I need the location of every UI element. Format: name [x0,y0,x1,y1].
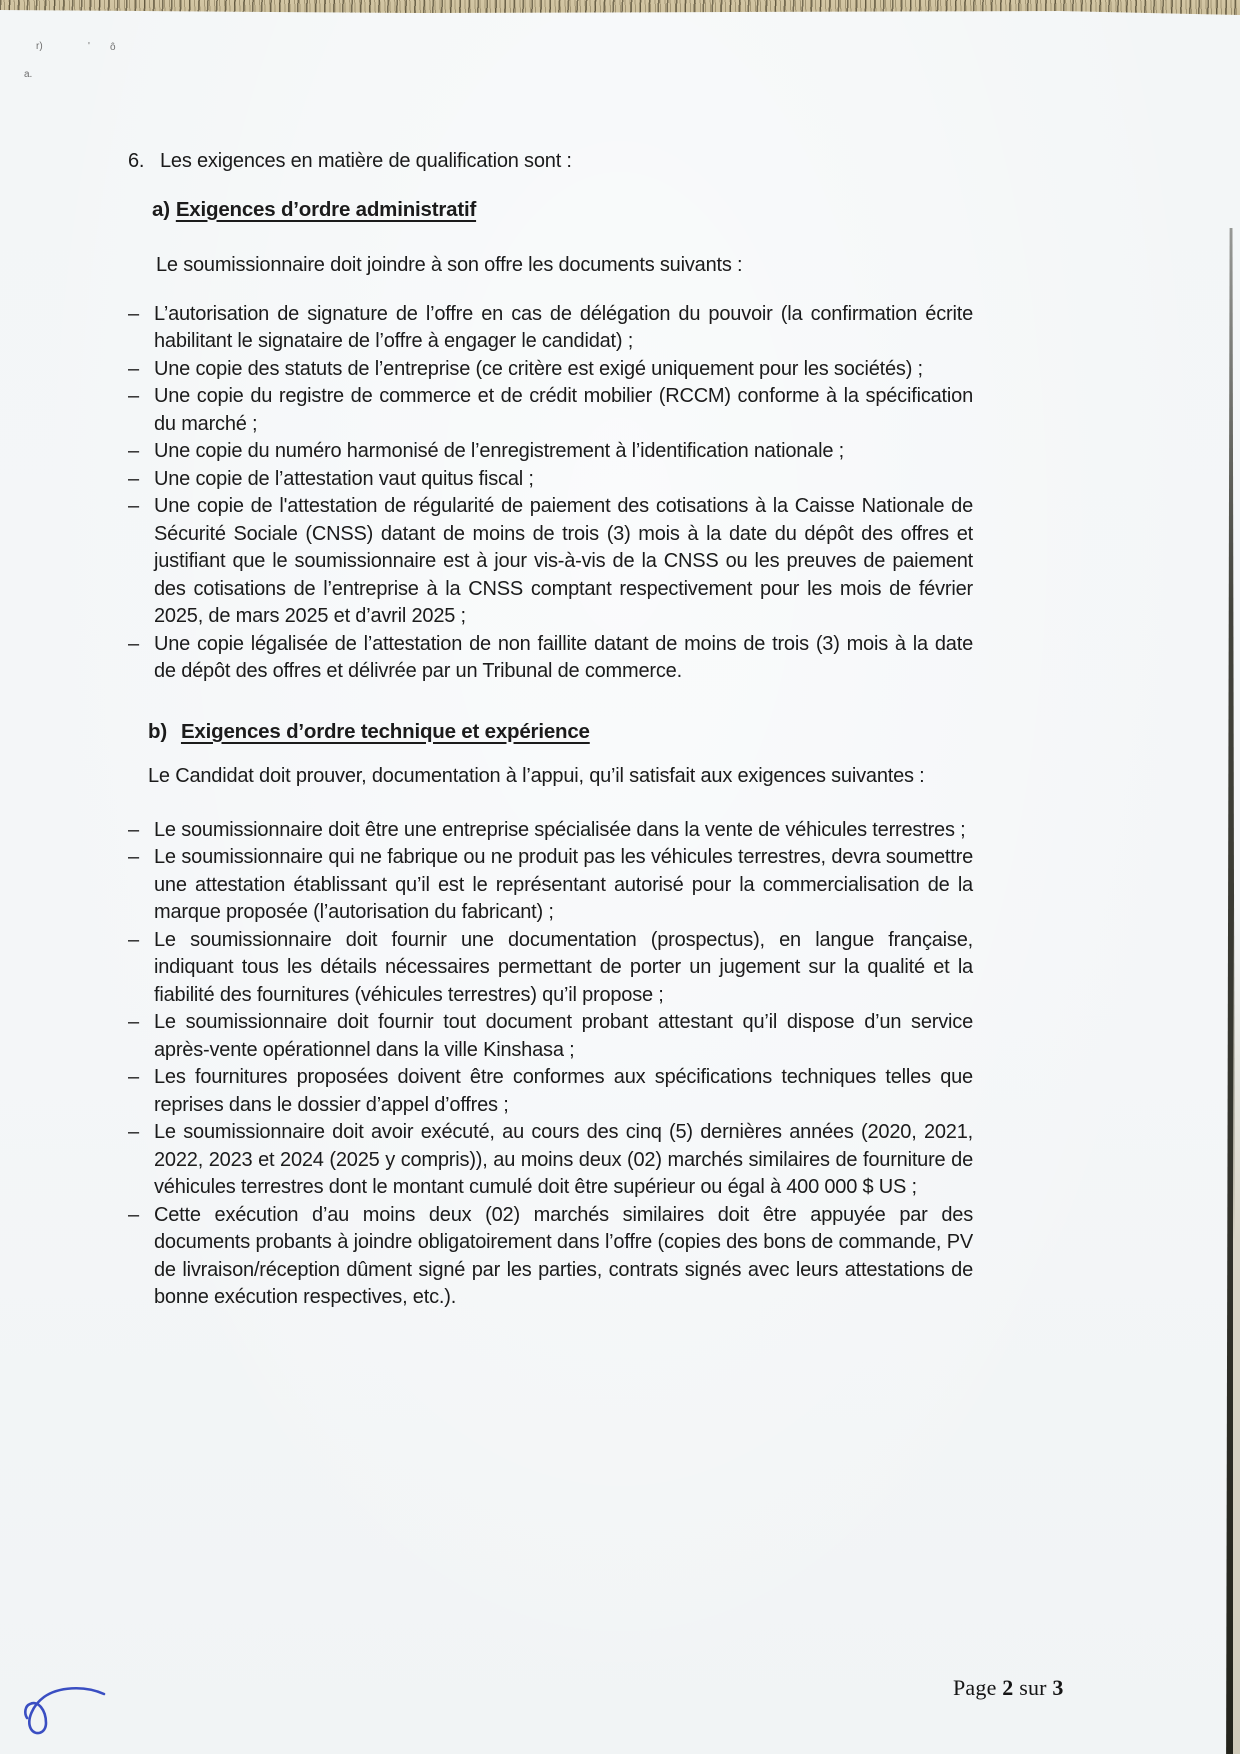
list-item-text: Cette exécution d’au moins deux (02) marchés similaires doit être appuyée par des documents probants à joindre obligatoirement dans l’offre (copies des bons de commande, PV de livraison/réception dûment signé par les parties, contrats signés avec leurs attestations de bonne exécution respectives, etc.). [154,1203,973,1308]
list-item-text: Le soumissionnaire doit être une entreprise spécialisée dans la vente de véhicules terrestres ; [154,818,966,841]
list-item [128,844,973,927]
scan-edge-strip [0,0,1240,26]
clause-6-intro [128,148,973,176]
pen-signature-mark [8,1680,118,1742]
section-b-title: Exigences d’ordre technique et expérience [180,719,590,743]
clause-6-text: Les exigences en matière de qualification sont : [160,150,572,172]
bullet-dash: – [128,385,139,407]
bullet-dash: – [128,1121,139,1143]
section-b-label: b) [148,719,167,743]
list-item [128,1009,973,1064]
page-footer [953,1675,1064,1701]
bullet-dash: – [128,632,139,655]
list-item-text: Une copie de l'attestation de régularité de paiement des cotisations à la Caisse Nationale de Sécurité Sociale (CNSS) datant de moins de trois (3) mois à la date du dépôt des offres et justifiant que le soumissionnaire est à jour vis-à-vis de la CNSS ou les preuves de paiement des cotisations de l’entreprise à la CNSS comptant respectivement pour les mois de février 2025, de mars 2025 et d’avril 2025 ; [154,495,973,627]
bullet-dash: – [128,846,139,868]
scan-speck: ' [88,41,90,52]
bullet-dash: – [128,1066,139,1088]
document-body [128,148,973,1312]
bullet-dash: – [128,495,139,517]
scan-speck: a. [24,69,33,80]
footer-current-page: 2 [1002,1675,1014,1700]
footer-separator: sur [1019,1675,1047,1700]
paper-edge-highlight [1233,900,1240,1754]
list-item [128,817,973,845]
list-item [128,356,973,384]
list-item [128,438,973,466]
list-item-text: Le soumissionnaire doit fournir tout document probant attestant qu’il dispose d’un service après-vente opérationnel dans la ville Kinshasa ; [154,1011,973,1061]
footer-total-pages: 3 [1052,1675,1064,1700]
bullet-dash: – [128,1011,139,1033]
section-b-list [128,817,973,1312]
list-item-text: Les fournitures proposées doivent être conformes aux spécifications techniques telles que reprises dans le dossier d’appel d’offres ; [154,1066,973,1116]
list-item-text: Une copie du registre de commerce et de crédit mobilier (RCCM) conforme à la spécification du marché ; [154,385,973,435]
scan-speck: ô [110,42,116,53]
list-item [128,1119,973,1202]
list-item-text: Le soumissionnaire doit fournir une documentation (prospectus), en langue française, indiquant tous les détails nécessaires permettant de porter un jugement sur la qualité et la fiabilité des fournitures (véhicules terrestres) qu’il propose ; [154,928,973,1006]
bullet-dash: – [128,357,139,380]
section-b-lead: Le Candidat doit prouver, documentation à l’appui, qu’il satisfait aux exigences suivantes : [148,765,925,787]
clause-number: 6. [128,150,145,172]
list-item-text: L’autorisation de signature de l’offre en cas de délégation du pouvoir (la confirmation écrite habilitant le signataire de l’offre à engager le candidat) ; [154,302,973,352]
list-item [128,466,973,494]
list-item [128,631,973,686]
list-item [128,493,973,631]
list-item [128,927,973,1010]
bullet-dash: – [128,467,139,490]
section-a-list [128,301,973,686]
list-item [128,1064,973,1119]
bullet-dash: – [128,440,139,462]
list-item-text: Le soumissionnaire qui ne fabrique ou ne produit pas les véhicules terrestres, devra soumettre une attestation établissant qu’il est le représentant autorisé pour la commercialisation de la marque proposée (l’autorisation du fabricant) ; [154,846,973,923]
list-item-text: Une copie de l’attestation vaut quitus fiscal ; [154,467,534,490]
bullet-dash: – [128,818,139,841]
section-a-label: a) [152,197,170,221]
list-item-text: Le soumissionnaire doit avoir exécuté, au cours des cinq (5) dernières années (2020, 2021, 2022, 2023 et 2024 (2025 y compris)), au moins deux (02) marchés similaires de fourniture de véhicules terrestres dont le montant cumulé doit être supérieur ou égal à 400 000 $ US ; [154,1121,973,1198]
section-a-title: Exigences d’ordre administratif [175,197,477,221]
list-item [128,1202,973,1312]
scan-speck: r) [36,41,43,52]
section-a-heading [128,196,973,224]
bullet-dash: – [128,302,139,325]
section-b-heading [128,718,973,746]
bullet-dash: – [128,1203,139,1226]
list-item [128,301,973,356]
section-a-lead: Le soumissionnaire doit joindre à son offre les documents suivants : [156,254,743,276]
list-item [128,383,973,438]
list-item-text: Une copie des statuts de l’entreprise (ce critère est exigé uniquement pour les sociétés) ; [154,357,923,380]
bullet-dash: – [128,928,139,951]
list-item-text: Une copie du numéro harmonisé de l’enregistrement à l’identification nationale ; [154,440,844,462]
footer-prefix: Page [953,1675,997,1700]
list-item-text: Une copie légalisée de l’attestation de non faillite datant de moins de trois (3) mois à la date de dépôt des offres et délivrée par un Tribunal de commerce. [154,632,973,682]
